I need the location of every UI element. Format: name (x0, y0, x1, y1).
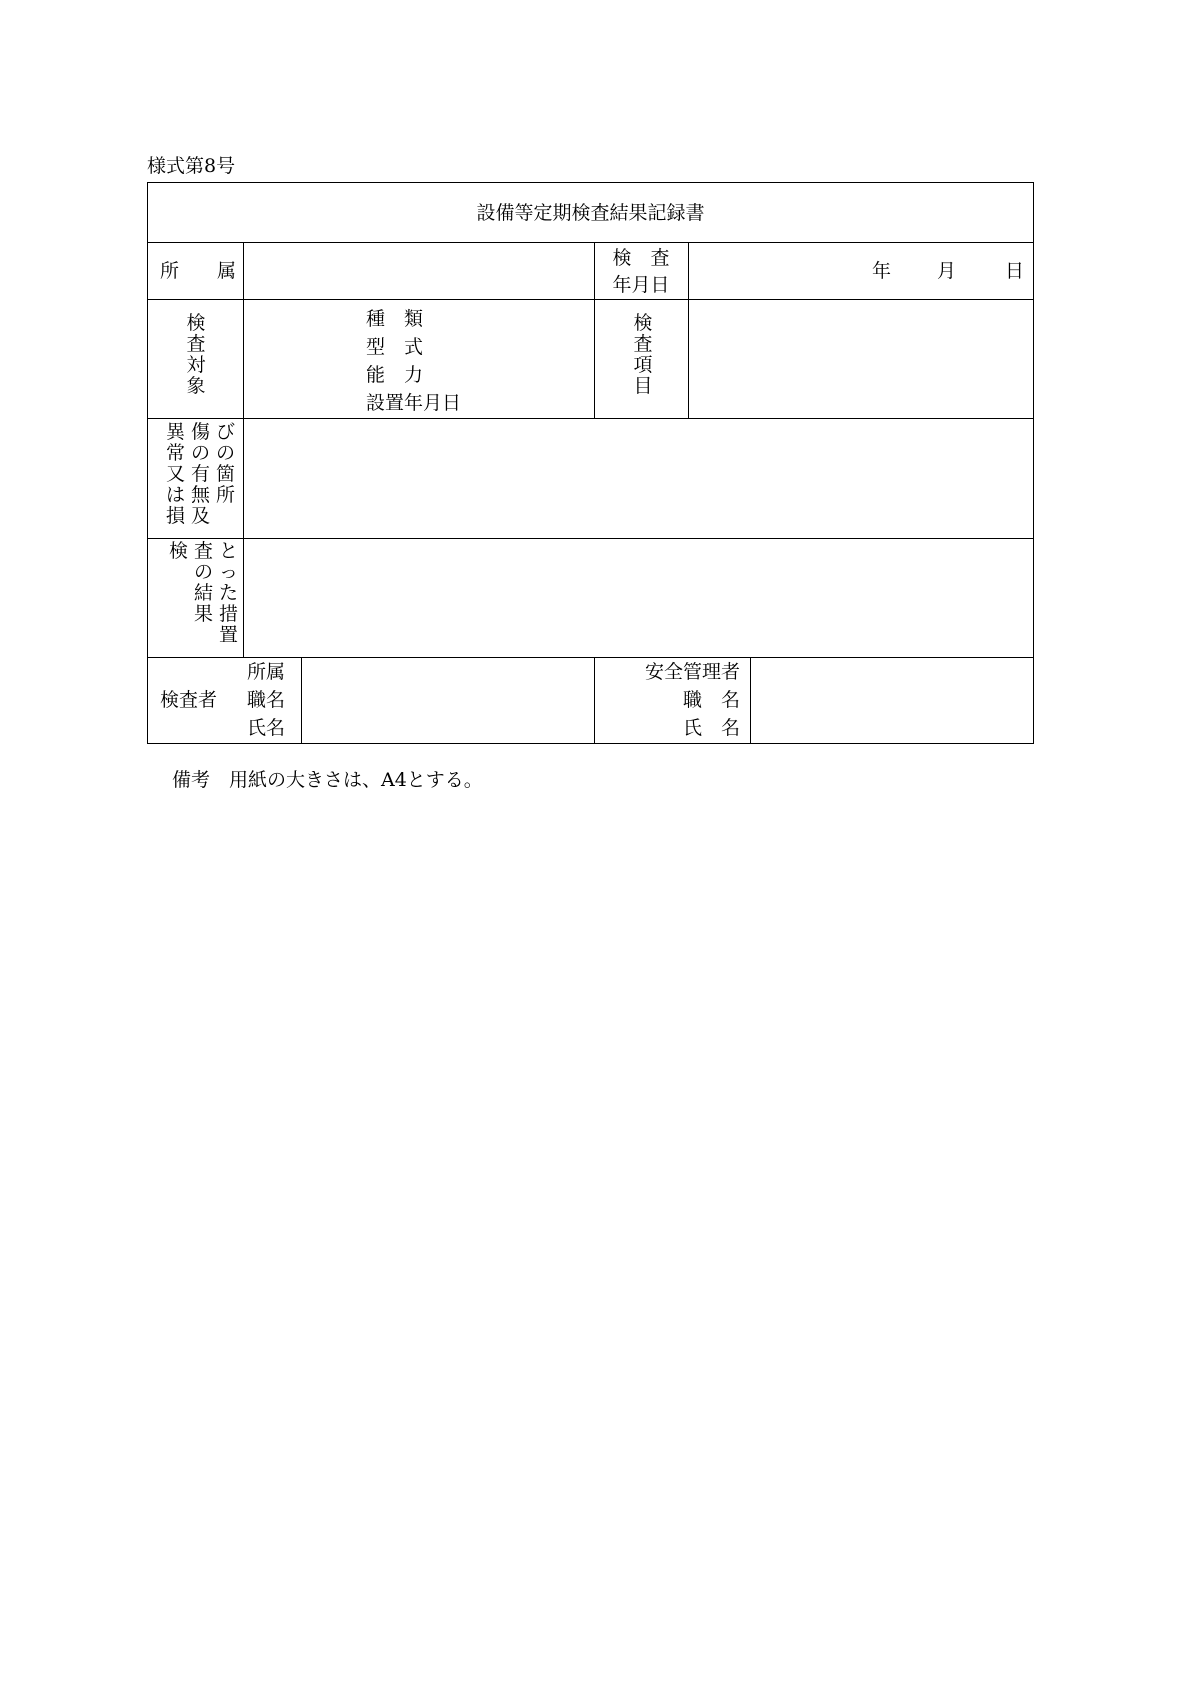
abnormality-label-column: び の 箇 所 (215, 421, 235, 506)
table-right-border (1033, 182, 1034, 744)
affiliation-label: 所 属 (160, 260, 237, 282)
inspection-date-label-line1: 検 査 (612, 247, 670, 269)
manager-field-divider (750, 657, 751, 744)
inspector-field-divider (301, 657, 302, 744)
table-left-border (147, 182, 148, 744)
row-divider-4 (147, 538, 1034, 539)
target-item-capacity: 能 力 (366, 364, 424, 386)
inspector-label: 検査者 (160, 689, 218, 711)
form-number: 様式第8号 (147, 155, 236, 177)
inspection-items-label: 検 査 項 目 (633, 312, 653, 397)
result-measures-label (166, 541, 241, 646)
table-bottom-border (147, 743, 1034, 744)
date-day: 日 (1005, 260, 1025, 282)
inspector-field-name: 氏名 (247, 717, 286, 739)
row-divider-2 (147, 299, 1034, 300)
remark: 備考 用紙の大きさは、A4とする。 (172, 769, 483, 791)
date-year: 年 (872, 260, 892, 282)
abnormality-label (154, 422, 238, 527)
result-measures-label-column: 検 (168, 540, 188, 562)
target-label: 検 査 対 象 (186, 312, 206, 397)
document-title: 設備等定期検査結果記録書 (476, 202, 705, 224)
middle-divider-upper (594, 242, 595, 419)
target-item-model: 型 式 (366, 336, 424, 358)
safety-manager-field-title: 職 名 (682, 689, 740, 711)
abnormality-label-column: 異 常 又 は 損 (165, 421, 185, 527)
right-label-divider (688, 242, 689, 419)
inspector-field-affiliation: 所属 (247, 661, 286, 683)
label-column-divider (243, 242, 244, 658)
inspection-date-label-line2: 年月日 (612, 274, 670, 296)
abnormality-label-column: 傷 の 有 無 及 (190, 421, 210, 527)
result-measures-label-column: 査 の 結 果 (193, 540, 213, 625)
safety-manager-field-name: 氏 名 (682, 717, 740, 739)
table-top-border (147, 182, 1034, 183)
inspector-field-title: 職名 (247, 689, 286, 711)
target-item-type: 種 類 (366, 308, 424, 330)
result-measures-label-column: と っ た 措 置 (218, 540, 238, 646)
date-month: 月 (937, 260, 957, 282)
row-divider-1 (147, 242, 1034, 243)
row-divider-5 (147, 657, 1034, 658)
row-divider-3 (147, 418, 1034, 419)
target-item-install-date: 設置年月日 (366, 392, 462, 414)
safety-manager-label: 安全管理者 (644, 661, 740, 683)
